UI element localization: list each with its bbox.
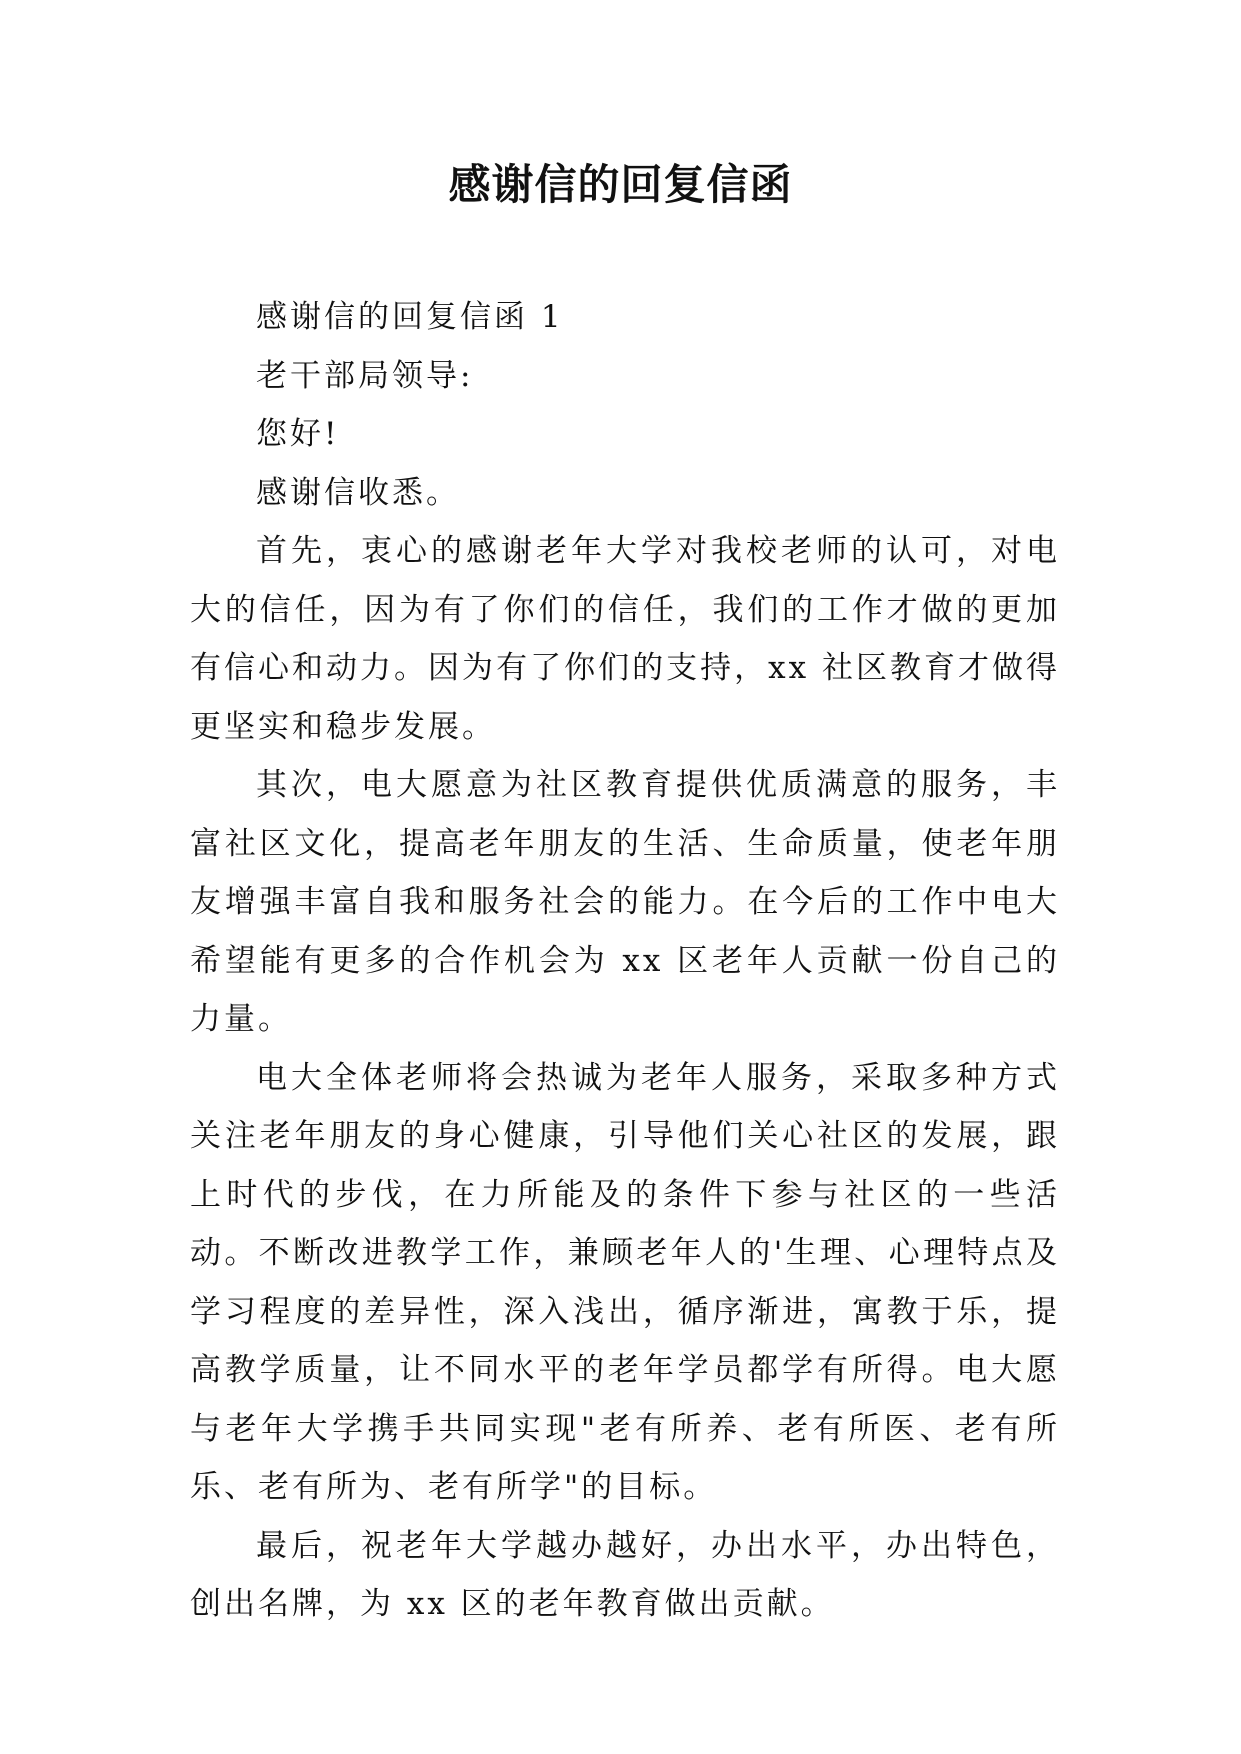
paragraph-acknowledgement: 感谢信收悉。 <box>256 474 460 511</box>
document-body <box>190 288 1060 1634</box>
paragraph-salutation: 老干部局领导: <box>256 357 474 394</box>
paragraph-third: 电大全体老师将会热诚为老年人服务，采取多种方式关注老年朋友的身心健康，引导他们关心社区的发展，跟上时代的步伐，在力所能及的条件下参与社区的一些活动。不断改进教学工作，兼顾老年人的'生理、心理特点及学习程度的差异性，深入浅出，循序渐进，寓教于乐，提高教学质量，让不同水平的老年学员都学有所得。电大愿与老年大学携手共同实现"老有所养、老有所医、老有所乐、老有所为、老有所学"的目标。 <box>190 1059 1060 1505</box>
paragraph-closing: 最后，祝老年大学越办越好，办出水平，办出特色，创出名牌，为 xx 区的老年教育做出贡献。 <box>190 1527 1060 1622</box>
document-title: 感谢信的回复信函 <box>448 160 793 209</box>
paragraph-second: 其次，电大愿意为社区教育提供优质满意的服务，丰富社区文化，提高老年朋友的生活、生命质量，使老年朋友增强丰富自我和服务社会的能力。在今后的工作中电大希望能有更多的合作机会为 xx 区老年人贡献一份自己的力量。 <box>190 767 1060 1037</box>
paragraph-greeting: 您好! <box>256 416 340 452</box>
paragraph-first: 首先，衷心的感谢老年大学对我校老师的认可，对电大的信任，因为有了你们的信任，我们的工作才做的更加有信心和动力。因为有了你们的支持，xx 社区教育才做得更坚实和稳步发展。 <box>190 533 1060 745</box>
paragraph-subtitle: 感谢信的回复信函 1 <box>256 299 564 335</box>
